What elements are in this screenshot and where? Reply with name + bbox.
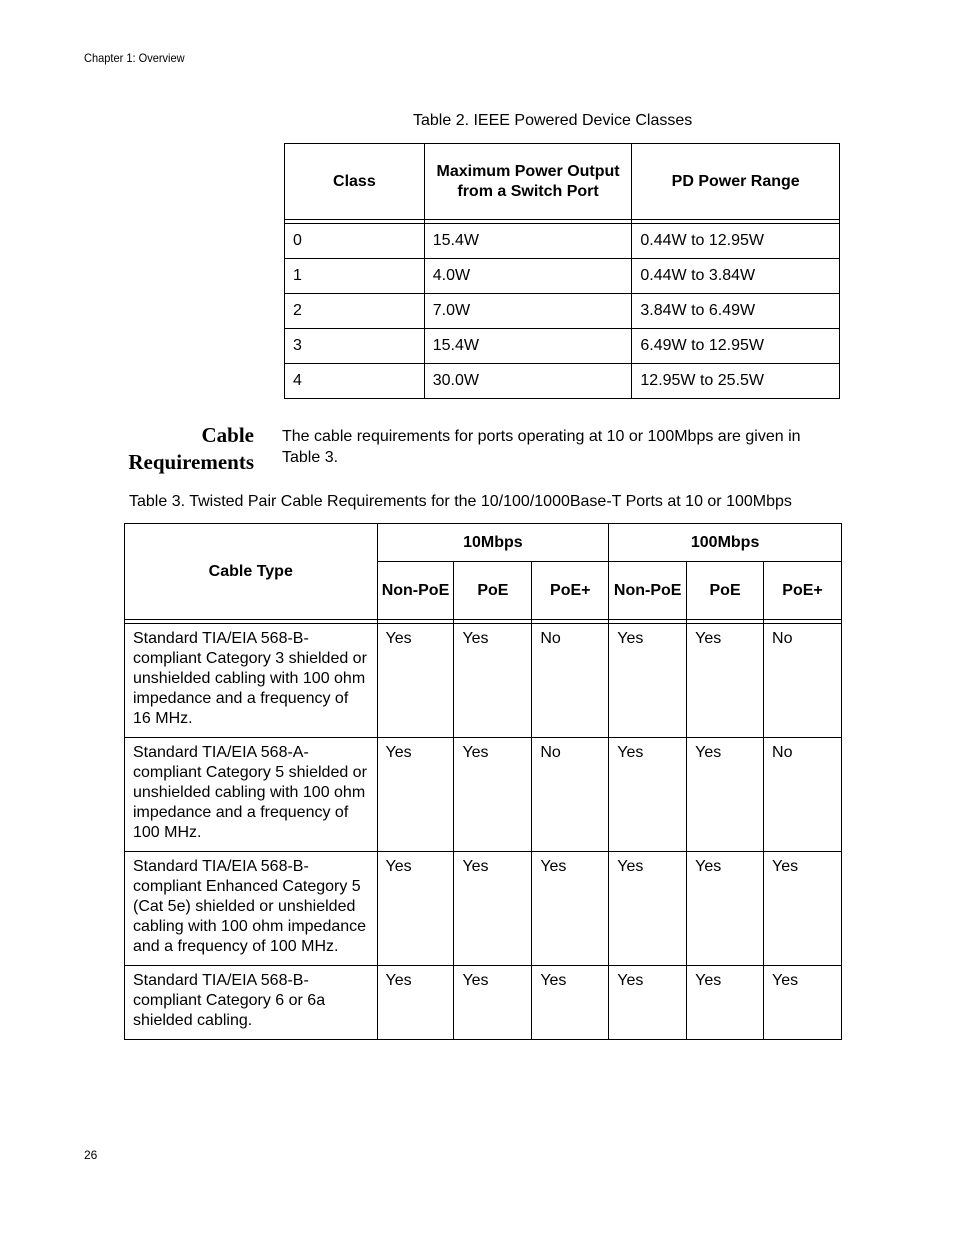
table3-value-cell: Yes [687, 852, 764, 966]
table3-value-cell: Yes [609, 852, 687, 966]
table2-cell: 7.0W [424, 294, 632, 329]
table2-cell: 0.44W to 12.95W [632, 224, 840, 259]
table2-header-max-power: Maximum Power Output from a Switch Port [424, 144, 632, 220]
section-heading: Cable Requirements [128, 423, 254, 474]
table3-value-cell: No [532, 624, 609, 738]
table2-cell: 15.4W [424, 224, 632, 259]
table3-value-cell: Yes [454, 852, 532, 966]
running-header: Chapter 1: Overview [84, 51, 185, 65]
table2-header-row [285, 144, 840, 220]
table3-subheader: PoE+ [764, 562, 842, 620]
table2-cell: 6.49W to 12.95W [632, 329, 840, 364]
table2-cell: 4.0W [424, 259, 632, 294]
table3-value-cell: Yes [454, 624, 532, 738]
table2-cell: 4 [285, 364, 425, 399]
table3-value-cell: Yes [609, 966, 687, 1040]
table3-value-cell: Yes [764, 852, 842, 966]
table2-row [285, 329, 840, 364]
table3-value-cell: No [764, 624, 842, 738]
table3-value-cell: No [532, 738, 609, 852]
page-number: 26 [84, 1148, 98, 1162]
table2-caption: Table 2. IEEE Powered Device Classes [413, 112, 693, 129]
table2-cell: 0 [285, 224, 425, 259]
table3-row [125, 966, 842, 1040]
table3-value-cell: Yes [532, 852, 609, 966]
table3-value-cell: Yes [687, 966, 764, 1040]
table3-value-cell: Yes [377, 624, 454, 738]
table3-row [125, 738, 842, 852]
table3-subheader: Non-PoE [609, 562, 687, 620]
table3-value-cell: Yes [454, 738, 532, 852]
table2-header-pd-range: PD Power Range [632, 144, 840, 220]
table2-row [285, 259, 840, 294]
table3-cable-type-cell: Standard TIA/EIA 568-B-compliant Category 6 or 6a shielded cabling. [125, 966, 378, 1040]
table2-cell: 1 [285, 259, 425, 294]
table3-subheader: PoE+ [532, 562, 609, 620]
table3-value-cell: No [764, 738, 842, 852]
table3-subheader: PoE [454, 562, 532, 620]
table3-group-100mbps: 100Mbps [609, 524, 842, 562]
table3-value-cell: Yes [454, 966, 532, 1040]
table3-value-cell: Yes [609, 624, 687, 738]
table2-cell: 30.0W [424, 364, 632, 399]
table2-cell: 12.95W to 25.5W [632, 364, 840, 399]
table3-subheader: Non-PoE [377, 562, 454, 620]
table3-value-cell: Yes [532, 966, 609, 1040]
table2-cell: 3 [285, 329, 425, 364]
table3-value-cell: Yes [687, 738, 764, 852]
table3-cable-type-cell: Standard TIA/EIA 568-B-compliant Enhanced Category 5 (Cat 5e) shielded or unshielded cabling with 100 ohm impedance and a frequency of 100 MHz. [125, 852, 378, 966]
table3-value-cell: Yes [377, 852, 454, 966]
powered-device-classes-table [284, 143, 840, 399]
table3-cable-type-cell: Standard TIA/EIA 568-B-compliant Category 3 shielded or unshielded cabling with 100 ohm impedance and a frequency of 16 MHz. [125, 624, 378, 738]
table2-cell: 15.4W [424, 329, 632, 364]
table3-value-cell: Yes [609, 738, 687, 852]
table2-row [285, 364, 840, 399]
table3-value-cell: Yes [377, 738, 454, 852]
table3-value-cell: Yes [687, 624, 764, 738]
section-body-text: The cable requirements for ports operating at 10 or 100Mbps are given in Table 3. [282, 428, 801, 466]
cable-requirements-table [124, 523, 842, 1040]
table3-row [125, 852, 842, 966]
table2-cell: 3.84W to 6.49W [632, 294, 840, 329]
table3-value-cell: Yes [377, 966, 454, 1040]
table2-row [285, 294, 840, 329]
table2-row [285, 224, 840, 259]
table3-header-cable-type: Cable Type [125, 524, 378, 620]
table3-subheader: PoE [687, 562, 764, 620]
table2-header-class: Class [285, 144, 425, 220]
table3-caption: Table 3. Twisted Pair Cable Requirements for the 10/100/1000Base-T Ports at 10 or 100Mbps [129, 493, 792, 510]
table3-value-cell: Yes [764, 966, 842, 1040]
table3-group-10mbps: 10Mbps [377, 524, 609, 562]
table2-cell: 0.44W to 3.84W [632, 259, 840, 294]
table2-cell: 2 [285, 294, 425, 329]
table3-row [125, 624, 842, 738]
table3-cable-type-cell: Standard TIA/EIA 568-A-compliant Category 5 shielded or unshielded cabling with 100 ohm impedance and a frequency of 100 MHz. [125, 738, 378, 852]
